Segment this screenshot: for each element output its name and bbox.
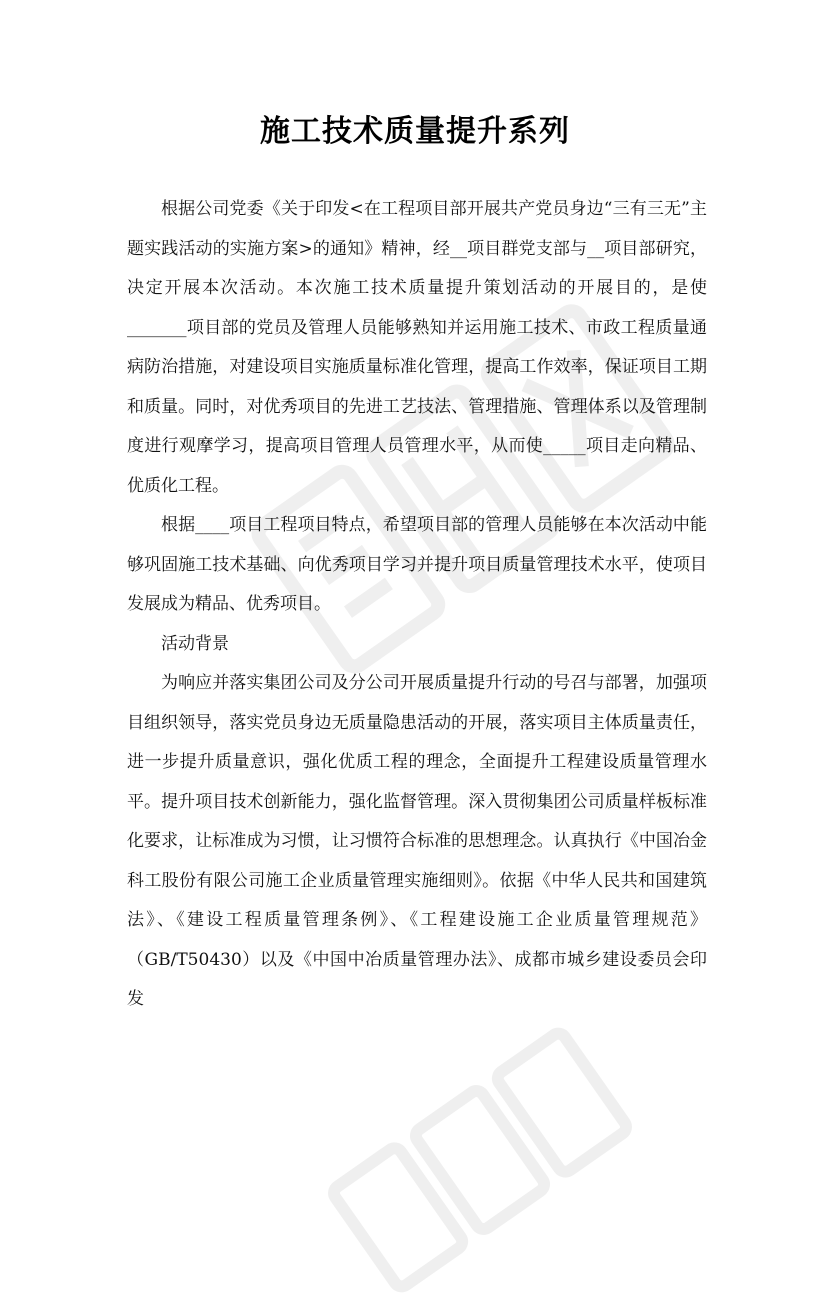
- section-heading-background: 活动背景: [161, 633, 229, 654]
- paragraph-background: 为响应并落实集团公司及分公司开展质量提升行动的号召与部署，加强项目组织领导，落实党员身边无质量隐患活动的开展，落实项目主体质量责任，进一步提升质量意识，强化优质工程的理念，全面提升工程建设质量管理水平。提升项目技术创新能力，强化监督管理。深入贯彻集团公司质量样板标准化要求，让标准成为习惯，让习惯符合标准的思想理念。认真执行《中国冶金科工股份有限公司施工企业质量管理实施细则》。依据《中华人民共和国建筑法》、《建设工程质量管理条例》、《工程建设施工企业质量管理规范》（GB/T50430）以及《中国中冶质量管理办法》、成都市城乡建设委员会印发: [127, 673, 707, 1009]
- document-title: 施工技术质量提升系列: [260, 114, 570, 149]
- document-body: [127, 190, 707, 1020]
- watermark-bottom-icon: [311, 1008, 649, 1311]
- paragraph-intro: 根据公司党委《关于印发<在工程项目部开展共产党员身边“三有三无”主题实践活动的实施方案>的通知》精神，经__项目群党支部与__项目部研究，决定开展本次活动。本次施工技术质量提升策划活动的开展目的，是使_______项目部的党员及管理人员能够熟知并运用施工技术、市政工程质量通病防治措施，对建设项目实施质量标准化管理，提高工作效率，保证项目工期和质量。同时，对优秀项目的先进工艺技法、管理措施、管理体系以及管理制度进行观摩学习，提高项目管理人员管理水平，从而使_____项目走向精品、优质化工程。: [127, 199, 707, 496]
- paragraph-purpose: 根据____项目工程项目特点，希望项目部的管理人员能够在本次活动中能够巩固施工技术基础、向优秀项目学习并提升项目质量管理技术水平，使项目发展成为精品、优秀项目。: [127, 515, 707, 614]
